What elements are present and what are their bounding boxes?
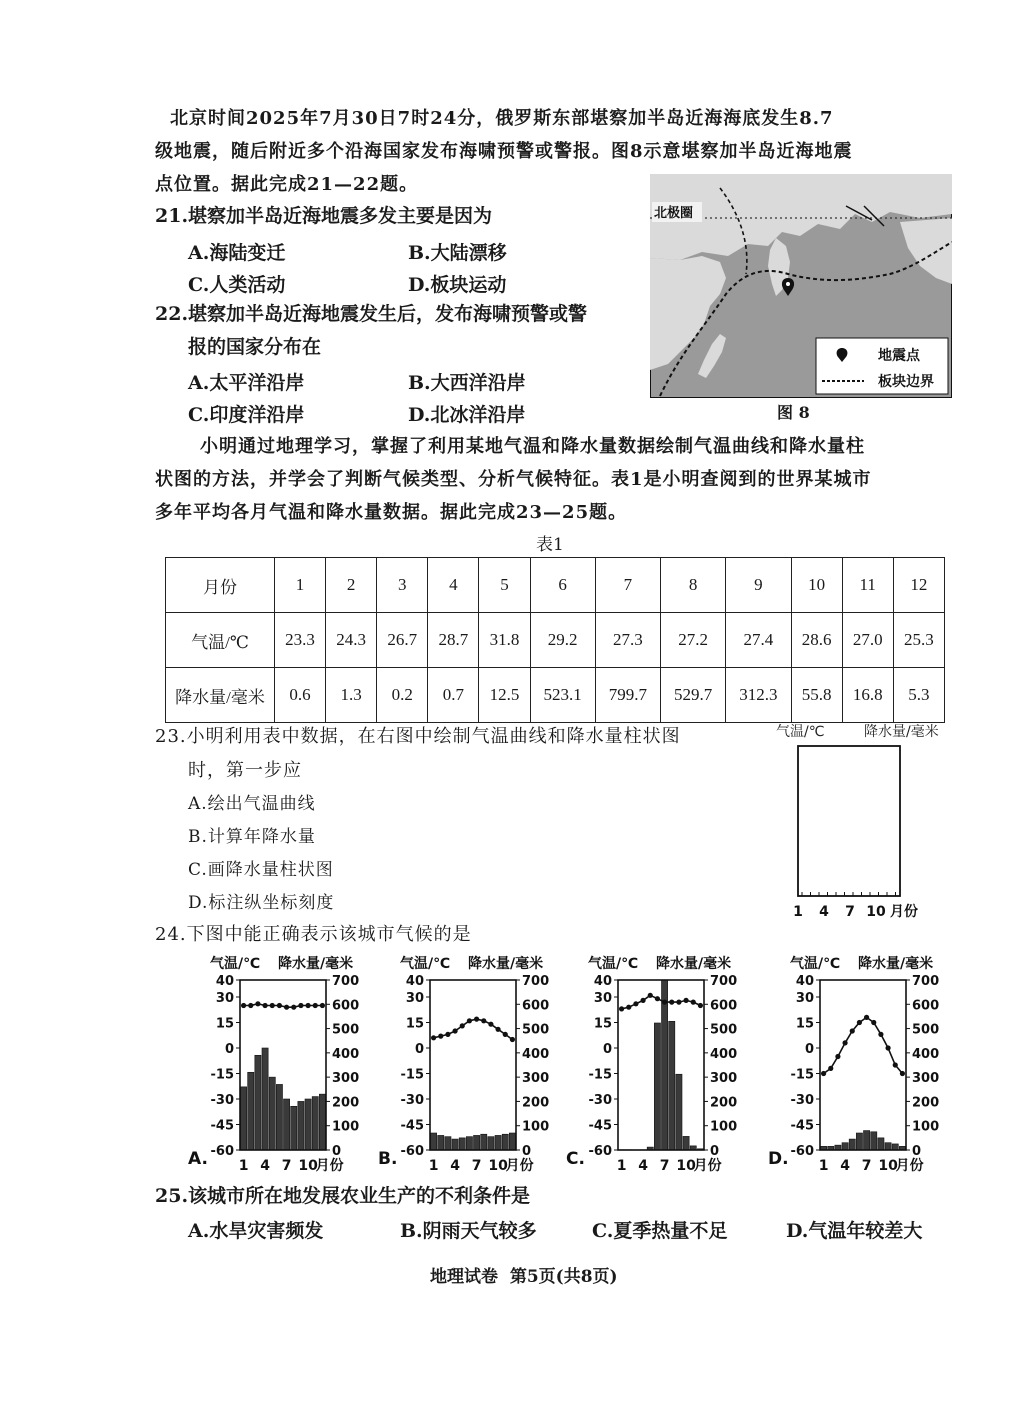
table-temp-label: 气温/℃ [166, 613, 275, 668]
table-temp: 24.3 [326, 613, 377, 668]
intro1-line1: 北京时间2025年7月30日7时24分，俄罗斯东部堪察加半岛近海海底发生8.7 [170, 108, 834, 129]
table-temp: 31.8 [479, 613, 530, 668]
precip-tick-label: 400 [710, 1046, 738, 1062]
table1-caption: 表1 [536, 535, 564, 555]
legend-boundary-label: 板块边界 [878, 374, 934, 390]
table-temp: 23.3 [275, 613, 326, 668]
table-precip: 1.3 [326, 668, 377, 723]
precip-tick-label: 500 [332, 1022, 360, 1038]
precip-bar [885, 1143, 891, 1150]
q25-option-d[interactable]: D.气温年较差大 [786, 1220, 923, 1242]
precip-tick-label: 700 [912, 974, 940, 989]
precip-bar [878, 1138, 884, 1150]
precip-bar [871, 1132, 877, 1150]
x-unit-label: 月份 [315, 1158, 344, 1174]
temp-tick-label: -60 [588, 1144, 612, 1159]
temp-tick-label: 40 [215, 974, 234, 989]
table-precip: 523.1 [530, 668, 595, 723]
temp-point [474, 1017, 479, 1022]
precip-tick-label: 600 [710, 998, 738, 1014]
precip-bar [662, 980, 668, 1150]
precip-tick-label: 100 [912, 1119, 940, 1135]
precip-bar [284, 1099, 290, 1150]
x-tick-label: 10 [676, 1158, 696, 1174]
temp-point [277, 1003, 282, 1008]
q23-stem-line1: 23.小明利用表中数据，在右图中绘制气温曲线和降水量柱状图 [155, 726, 681, 747]
temp-point [864, 1015, 869, 1020]
x-tick-label: 10 [878, 1158, 898, 1174]
x-tick-label: 7 [659, 1158, 670, 1174]
temp-point [626, 1005, 631, 1010]
x-tick-label: 7 [861, 1158, 872, 1174]
precip-bar [431, 1133, 437, 1150]
temp-point [262, 1003, 267, 1008]
table-precip: 529.7 [661, 668, 726, 723]
q21-option-a[interactable]: A.海陆变迁 [188, 242, 286, 264]
precip-tick-label: 700 [522, 974, 550, 989]
precip-bar [842, 1143, 848, 1150]
precip-tick-label: 300 [710, 1071, 738, 1087]
arctic-label: 北极圈 [654, 206, 694, 221]
table-month: 8 [661, 558, 726, 613]
precip-bar [312, 1097, 318, 1150]
precip-bar [495, 1135, 501, 1150]
blank-chart-right-label: 降水量/毫米 [864, 724, 939, 740]
q25-stem: 25.该城市所在地发展农业生产的不利条件是 [155, 1185, 531, 1207]
table-month: 11 [842, 558, 893, 613]
q21-stem: 21.堪察加半岛近海地震多发主要是因为 [155, 205, 493, 227]
table-precip: 312.3 [726, 668, 791, 723]
temp-point [503, 1032, 508, 1037]
temp-tick-label: 15 [405, 1016, 424, 1032]
temp-point [828, 1066, 833, 1071]
precip-bar [669, 1021, 675, 1150]
temp-tick-label: -60 [790, 1144, 814, 1159]
intro1-line3: 点位置。据此完成21—22题。 [155, 174, 419, 195]
intro2-line1: 小明通过地理学习，掌握了利用某地气温和降水量数据绘制气温曲线和降水量柱 [200, 436, 865, 457]
table-header-month: 月份 [166, 558, 275, 613]
q24-stem: 24.下图中能正确表示该城市气候的是 [155, 924, 472, 945]
precip-bar [481, 1134, 487, 1150]
precip-tick-label: 600 [332, 998, 360, 1014]
temp-tick-label: 30 [795, 991, 814, 1006]
table-temp: 25.3 [893, 613, 944, 668]
precip-bar [488, 1137, 494, 1150]
temp-point [698, 1003, 703, 1008]
precip-tick-label: 200 [710, 1095, 738, 1111]
temp-tick-label: 30 [593, 991, 612, 1006]
x-tick-label: 1 [616, 1158, 627, 1174]
climate-chart-b[interactable] [370, 948, 570, 1178]
temp-point [305, 1003, 310, 1008]
q22-option-a[interactable]: A.太平洋沿岸 [188, 372, 305, 394]
temp-tick-label: 15 [593, 1016, 612, 1032]
climate-chart-a[interactable] [180, 948, 380, 1178]
temp-point [619, 1006, 624, 1011]
chart-right-label: 降水量/毫米 [468, 956, 544, 972]
blank-x-tick: 4 [819, 904, 829, 920]
x-tick-label: 1 [428, 1158, 439, 1174]
climate-table [165, 557, 945, 723]
intro2-line3: 多年平均各月气温和降水量数据。据此完成23—25题。 [155, 502, 628, 523]
precip-tick-label: 600 [912, 998, 940, 1014]
precip-tick-label: 700 [710, 974, 738, 989]
temp-point [298, 1003, 303, 1008]
temp-curve [824, 1017, 903, 1073]
x-tick-label: 1 [238, 1158, 249, 1174]
temp-point [633, 1001, 638, 1006]
chart-option-letter: A. [188, 1149, 208, 1169]
precip-bar [262, 1048, 268, 1150]
precip-bar [502, 1134, 508, 1150]
precip-tick-label: 600 [522, 998, 550, 1014]
table-temp: 27.4 [726, 613, 791, 668]
chart-left-label: 气温/℃ [588, 956, 639, 972]
table-precip: 0.6 [275, 668, 326, 723]
temp-tick-label: -60 [210, 1144, 234, 1159]
blank-x-tick: 10 [866, 904, 886, 920]
precip-tick-label: 400 [522, 1046, 550, 1062]
temp-tick-label: -30 [588, 1093, 612, 1108]
temp-tick-label: 30 [405, 991, 424, 1006]
temp-point [241, 1003, 246, 1008]
temp-point [842, 1040, 847, 1045]
temp-point [662, 1000, 667, 1005]
x-tick-label: 1 [818, 1158, 829, 1174]
x-tick-label: 4 [260, 1158, 270, 1174]
precip-tick-label: 400 [912, 1046, 940, 1062]
precip-bar [676, 1074, 682, 1150]
x-tick-label: 10 [298, 1158, 318, 1174]
temp-point [669, 1000, 674, 1005]
q23-option-a[interactable]: A.绘出气温曲线 [188, 794, 316, 814]
temp-point [481, 1018, 486, 1023]
q23-option-d[interactable]: D.标注纵坐标刻度 [188, 893, 335, 913]
precip-tick-label: 0 [710, 1144, 720, 1159]
temp-point [871, 1020, 876, 1025]
blank-x-tick: 1 [793, 904, 803, 920]
precip-bar [305, 1099, 311, 1150]
temp-point [821, 1071, 826, 1076]
temp-tick-label: -30 [210, 1093, 234, 1108]
chart-left-label: 气温/℃ [790, 956, 841, 972]
table-precip: 799.7 [595, 668, 660, 723]
temp-point [248, 1003, 253, 1008]
temp-tick-label: 0 [804, 1042, 814, 1057]
kamchatka-map [650, 174, 952, 398]
table-row-months [166, 558, 945, 613]
q22-option-d[interactable]: D.北冰洋沿岸 [408, 404, 526, 426]
temp-point [431, 1035, 436, 1040]
table-month: 1 [275, 558, 326, 613]
temp-point [291, 1005, 296, 1010]
x-tick-label: 10 [488, 1158, 508, 1174]
table-month: 12 [893, 558, 944, 613]
precip-bar [864, 1131, 870, 1150]
table-row-precips [166, 668, 945, 723]
table-month: 2 [326, 558, 377, 613]
precip-tick-label: 300 [332, 1071, 360, 1087]
x-tick-label: 4 [450, 1158, 460, 1174]
table-month: 7 [595, 558, 660, 613]
precip-tick-label: 0 [912, 1144, 922, 1159]
precip-bar [291, 1106, 297, 1150]
precip-bar [474, 1135, 480, 1150]
precip-bar [452, 1139, 458, 1150]
precip-tick-label: 0 [332, 1144, 342, 1159]
intro1-line2: 级地震，随后附近多个沿海国家发布海啸预警或警报。图8示意堪察加半岛近海地震 [155, 141, 853, 162]
temp-point [885, 1045, 890, 1050]
precip-tick-label: 200 [332, 1095, 360, 1111]
table-precip: 5.3 [893, 668, 944, 723]
temp-point [878, 1032, 883, 1037]
precip-bar [892, 1144, 898, 1150]
precip-tick-label: 100 [332, 1119, 360, 1135]
temp-point [320, 1003, 325, 1008]
precip-tick-label: 500 [912, 1022, 940, 1038]
temp-point [445, 1032, 450, 1037]
temp-point [495, 1027, 500, 1032]
x-unit-label: 月份 [693, 1158, 722, 1174]
table-temp: 27.3 [595, 613, 660, 668]
temp-point [691, 1000, 696, 1005]
temp-tick-label: -45 [790, 1118, 814, 1134]
temp-point [255, 1001, 260, 1006]
precip-tick-label: 100 [522, 1119, 550, 1135]
q23-option-b[interactable]: B.计算年降水量 [188, 827, 316, 847]
precip-bar [298, 1101, 304, 1150]
blank-chart-left-label: 气温/℃ [776, 724, 825, 740]
temp-point [438, 1034, 443, 1039]
temp-tick-label: 40 [405, 974, 424, 989]
intro2-line2: 状图的方法，并学会了判断气候类型、分析气候特征。表1是小明查阅到的世界某城市 [155, 469, 872, 490]
table-temp: 27.0 [842, 613, 893, 668]
table-row-temps [166, 613, 945, 668]
temp-point [467, 1018, 472, 1023]
precip-tick-label: 400 [332, 1046, 360, 1062]
precip-tick-label: 200 [522, 1095, 550, 1111]
figure8-caption: 图 8 [777, 403, 810, 422]
x-unit-label: 月份 [895, 1158, 924, 1174]
table-precip: 16.8 [842, 668, 893, 723]
precip-tick-label: 700 [332, 974, 360, 989]
chart-right-label: 降水量/毫米 [858, 956, 934, 972]
temp-tick-label: -15 [210, 1067, 234, 1083]
precip-bar [856, 1133, 862, 1150]
q22-option-b[interactable]: B.大西洋沿岸 [408, 372, 526, 394]
q25-option-c[interactable]: C.夏季热量不足 [592, 1220, 728, 1242]
temp-point [857, 1020, 862, 1025]
temp-point [270, 1003, 275, 1008]
climate-chart-c[interactable] [558, 948, 758, 1178]
precip-bar [466, 1137, 472, 1150]
chart-right-label: 降水量/毫米 [656, 956, 732, 972]
temp-point [510, 1037, 515, 1042]
temp-point [676, 1000, 681, 1005]
precip-tick-label: 500 [522, 1022, 550, 1038]
precip-tick-label: 100 [710, 1119, 738, 1135]
temp-tick-label: -15 [790, 1067, 814, 1083]
table-month: 10 [791, 558, 842, 613]
table-temp: 27.2 [661, 613, 726, 668]
table-month: 6 [530, 558, 595, 613]
precip-bar [241, 1087, 247, 1150]
precip-tick-label: 200 [912, 1095, 940, 1111]
table-temp: 29.2 [530, 613, 595, 668]
precip-tick-label: 300 [912, 1071, 940, 1087]
chart-option-letter: B. [378, 1149, 398, 1169]
precip-tick-label: 0 [522, 1144, 532, 1159]
chart-frame [430, 980, 516, 1150]
x-tick-label: 4 [638, 1158, 648, 1174]
precip-bar [248, 1072, 254, 1150]
q22-stem-line2: 报的国家分布在 [188, 336, 322, 358]
temp-curve [622, 995, 701, 1009]
precip-bar [509, 1133, 515, 1150]
temp-tick-label: -45 [588, 1118, 612, 1134]
temp-point [900, 1071, 905, 1076]
blank-x-tick: 7 [845, 904, 855, 920]
precip-bar [438, 1135, 444, 1150]
temp-point [452, 1028, 457, 1033]
chart-left-label: 气温/℃ [210, 956, 261, 972]
temp-tick-label: -15 [400, 1067, 424, 1083]
precip-bar [276, 1084, 282, 1150]
temp-point [640, 998, 645, 1003]
temp-tick-label: 0 [224, 1042, 234, 1057]
precip-tick-label: 300 [522, 1071, 550, 1087]
precip-bar [319, 1094, 325, 1150]
page-footer: 地理试卷 第5页(共8页) [430, 1267, 618, 1287]
temp-tick-label: -30 [790, 1093, 814, 1108]
q21-option-c[interactable]: C.人类活动 [188, 274, 286, 296]
precip-tick-label: 500 [710, 1022, 738, 1038]
temp-tick-label: 15 [795, 1016, 814, 1032]
temp-point [313, 1003, 318, 1008]
table-month: 3 [377, 558, 428, 613]
table-temp: 26.7 [377, 613, 428, 668]
table-temp: 28.7 [428, 613, 479, 668]
x-tick-label: 4 [840, 1158, 850, 1174]
precip-bar [459, 1138, 465, 1150]
temp-point [893, 1062, 898, 1067]
temp-point [488, 1022, 493, 1027]
precip-bar [269, 1077, 275, 1150]
table-month: 9 [726, 558, 791, 613]
temp-point [648, 993, 653, 998]
temp-tick-label: -30 [400, 1093, 424, 1108]
blank-x-unit: 月份 [890, 904, 918, 920]
temp-tick-label: 0 [602, 1042, 612, 1057]
table-precip-label: 降水量/毫米 [166, 668, 275, 723]
chart-right-label: 降水量/毫米 [278, 956, 354, 972]
q23-stem-line2: 时，第一步应 [188, 760, 302, 781]
climate-chart-d[interactable] [760, 948, 960, 1178]
table-precip: 0.7 [428, 668, 479, 723]
temp-point [835, 1054, 840, 1059]
x-tick-label: 7 [471, 1158, 482, 1174]
chart-option-letter: C. [566, 1149, 585, 1169]
temp-point [284, 1005, 289, 1010]
legend-quake-label: 地震点 [878, 348, 920, 364]
temp-tick-label: 40 [795, 974, 814, 989]
temp-point [460, 1023, 465, 1028]
precip-bar [683, 1136, 689, 1150]
q23-option-c[interactable]: C.画降水量柱状图 [188, 860, 334, 880]
precip-bar [255, 1055, 261, 1150]
table-month: 5 [479, 558, 530, 613]
temp-point [655, 996, 660, 1001]
temp-tick-label: -45 [210, 1118, 234, 1134]
temp-point [850, 1028, 855, 1033]
q25-option-b[interactable]: B.阴雨天气较多 [400, 1220, 537, 1242]
q25-option-a[interactable]: A.水旱灾害频发 [188, 1220, 324, 1242]
temp-tick-label: -15 [588, 1067, 612, 1083]
earthquake-marker-dot [786, 282, 790, 286]
table-precip: 0.2 [377, 668, 428, 723]
precip-bar [445, 1137, 451, 1150]
x-unit-label: 月份 [505, 1158, 534, 1174]
blank-climate-chart [770, 720, 970, 925]
temp-point [683, 998, 688, 1003]
temp-tick-label: -45 [400, 1118, 424, 1134]
x-tick-label: 7 [281, 1158, 292, 1174]
q22-stem-line1: 22.堪察加半岛近海地震发生后，发布海啸预警或警 [155, 303, 588, 325]
temp-tick-label: 40 [593, 974, 612, 989]
q21-option-b[interactable]: B.大陆漂移 [408, 242, 507, 264]
q22-option-c[interactable]: C.印度洋沿岸 [188, 404, 305, 426]
temp-tick-label: 0 [414, 1042, 424, 1057]
precip-bar [654, 1023, 660, 1150]
table-month: 4 [428, 558, 479, 613]
table-precip: 12.5 [479, 668, 530, 723]
temp-tick-label: -60 [400, 1144, 424, 1159]
temp-tick-label: 15 [215, 1016, 234, 1032]
temp-tick-label: 30 [215, 991, 234, 1006]
q21-option-d[interactable]: D.板块运动 [408, 274, 507, 296]
table-temp: 28.6 [791, 613, 842, 668]
precip-bar [849, 1139, 855, 1150]
chart-left-label: 气温/℃ [400, 956, 451, 972]
table-precip: 55.8 [791, 668, 842, 723]
blank-chart-frame [798, 746, 900, 896]
chart-option-letter: D. [768, 1149, 789, 1169]
